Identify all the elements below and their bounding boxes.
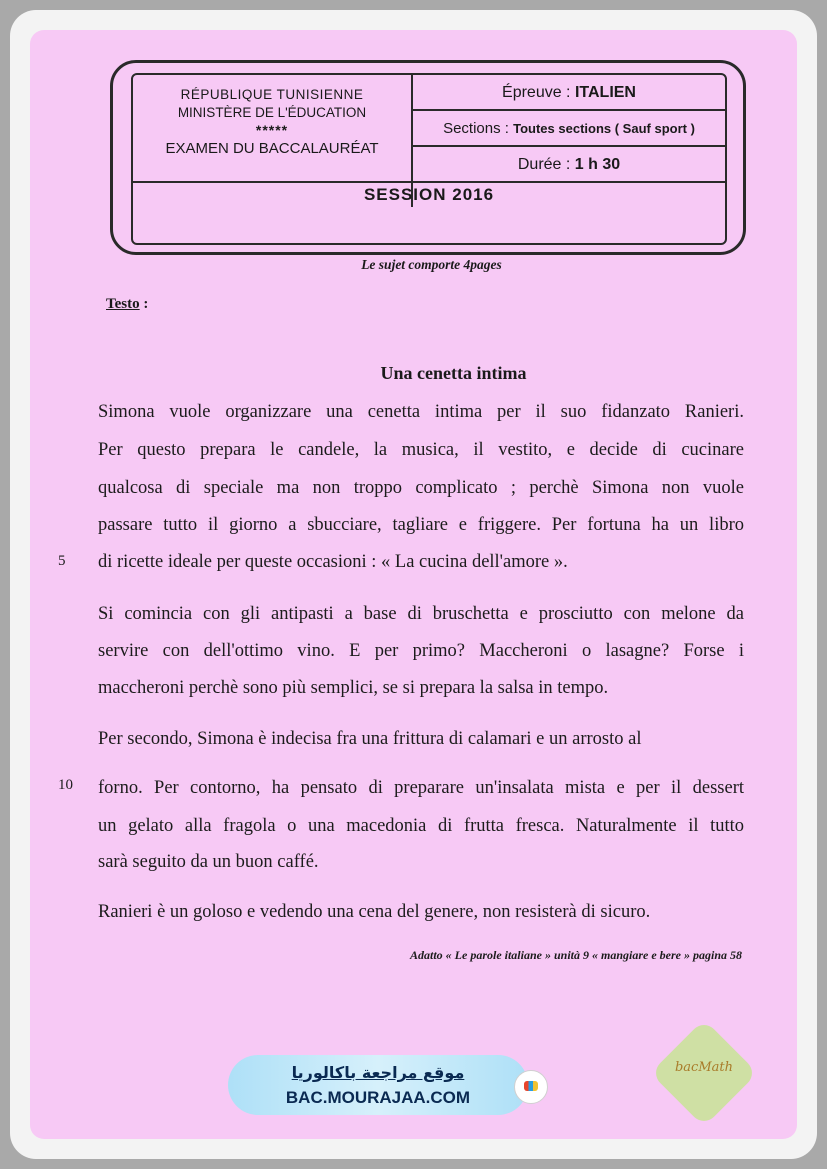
testo-heading <box>106 296 148 313</box>
text-line: Simona vuole organizzare una cenetta intima per il suo fidanzato Ranieri. <box>98 402 744 422</box>
header-exam: EXAMEN DU BACCALAURÉAT <box>165 140 379 157</box>
page-count-note: Le sujet comporte 4pages <box>361 257 502 272</box>
line-number-10: 10 <box>58 777 73 793</box>
duree-label: Durée : <box>517 156 575 173</box>
site-logo-icon <box>514 1070 548 1104</box>
header-sections <box>413 111 725 147</box>
session-label: SESSION 2016 <box>363 185 495 204</box>
header-stars: ***** <box>255 122 289 138</box>
text-line: Ranieri è un goloso e vedendo una cena del genere, non resisterà di sicuro. <box>98 902 651 922</box>
site-name-arabic: موقع مراجعة باكالوريا <box>291 1063 465 1082</box>
text-line: passare tutto il giorno a sbucciare, tagliare e friggere. Per fortuna ha un libro <box>98 515 744 535</box>
text-line: sarà seguito da un buon caffé. <box>98 852 319 872</box>
exam-header-table <box>131 73 727 245</box>
source-citation: Adatto « Le parole italiane » unità 9 « mangiare e bere » pagina 58 <box>409 948 742 962</box>
duree-value: 1 h 30 <box>574 156 621 173</box>
bacmath-badge-text: bacMath <box>674 1060 733 1075</box>
testo-label: Testo <box>106 296 140 312</box>
text-line: un gelato alla fragola o una macedonia di frutta fresca. Naturalmente il tutto <box>98 816 744 836</box>
exam-header <box>110 60 746 255</box>
text-line: maccheroni perchè sono più semplici, se si prepara la salsa in tempo. <box>98 678 609 698</box>
text-line: servire con dell'ottimo vino. E per primo? Maccheroni o lasagne? Forse i <box>98 641 744 661</box>
epreuve-label: Épreuve : <box>502 84 575 101</box>
header-epreuve <box>413 75 725 111</box>
text-title: Una cenetta intima <box>380 363 527 383</box>
site-url: BAC.MOURAJAA.COM <box>285 1088 471 1107</box>
header-country: RÉPUBLIQUE TUNISIENNE <box>180 87 364 102</box>
text-line: Per questo prepara le candele, la musica, il vestito, e decide di cucinare <box>98 440 744 460</box>
header-duree <box>413 147 725 183</box>
document-sheet <box>30 30 797 1139</box>
text-line: di ricette ideale per queste occasioni : « La cucina dell'amore ». <box>98 552 568 572</box>
sections-value: Toutes sections ( Sauf sport ) <box>513 121 695 136</box>
session-divider <box>133 181 725 183</box>
epreuve-value: ITALIEN <box>574 84 636 101</box>
sections-label: Sections : <box>443 120 514 137</box>
header-ministry: MINISTÈRE DE L'ÉDUCATION <box>177 105 367 120</box>
text-line: Per secondo, Simona è indecisa fra una frittura di calamari e un arrosto al <box>98 729 642 749</box>
text-line: qualcosa di speciale ma non troppo complicato ; perchè Simona non vuole <box>98 478 744 498</box>
line-number-5: 5 <box>58 553 66 569</box>
text-line: Si comincia con gli antipasti a base di bruschetta e prosciutto con melone da <box>98 604 744 624</box>
text-line: forno. Per contorno, ha pensato di preparare un'insalata mista e per il dessert <box>98 778 744 798</box>
site-banner[interactable] <box>228 1055 528 1115</box>
testo-colon: : <box>139 296 149 312</box>
